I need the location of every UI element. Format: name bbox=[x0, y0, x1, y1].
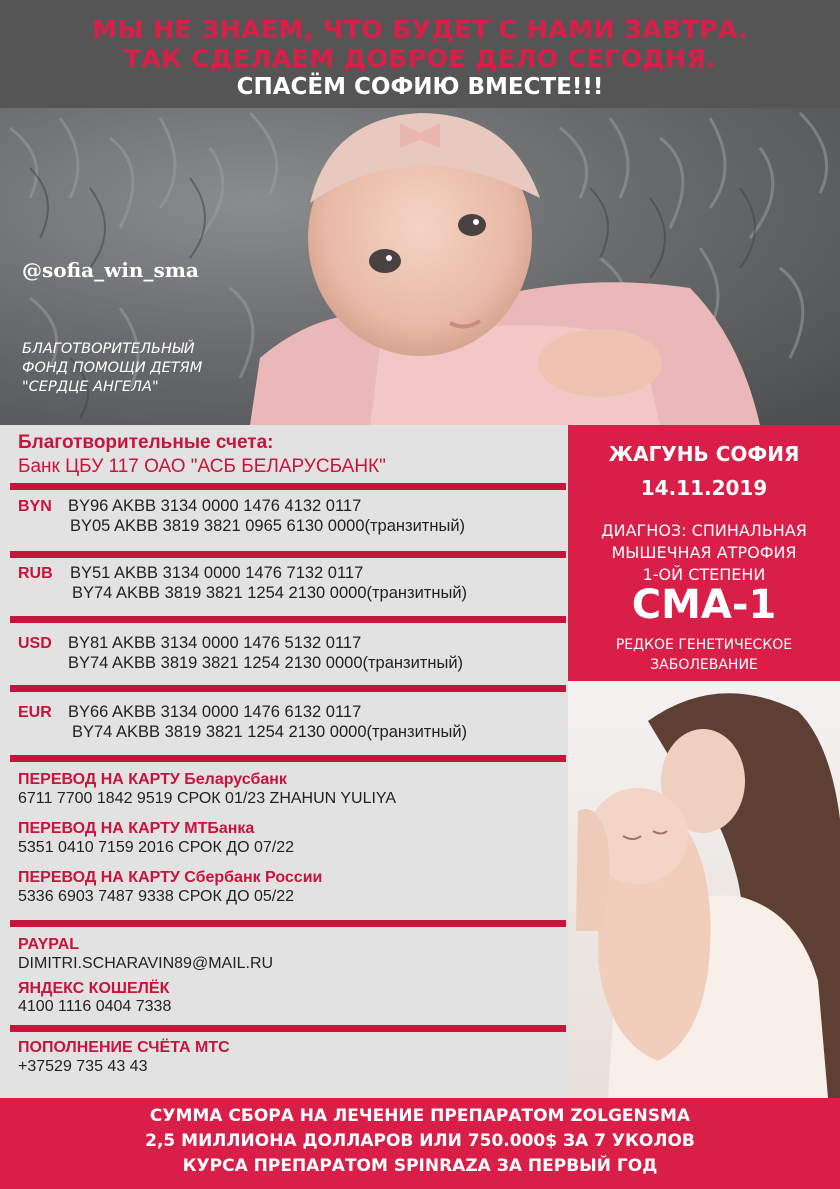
sma-label: СМА-1 bbox=[631, 582, 777, 628]
iban-line: BY66 AKBB 3134 0000 1476 6132 0117 bbox=[68, 703, 362, 721]
yandex-wallet-number: 4100 1116 0404 7338 bbox=[18, 998, 172, 1015]
iban-line: BY96 AKBB 3134 0000 1476 4132 0117 bbox=[68, 497, 362, 515]
card-transfer-value: 6711 7700 1842 9519 СРОК 01/23 ZHAHUN YULIYA bbox=[18, 790, 397, 807]
currency-code: RUB bbox=[18, 565, 53, 582]
footer-line-1: СУММА СБОРА НА ЛЕЧЕНИЕ ПРЕПАРАТОМ ZOLGENSMA bbox=[149, 1106, 691, 1126]
iban-line: BY51 AKBB 3134 0000 1476 7132 0117 bbox=[70, 564, 364, 582]
diagnosis-line-2: МЫШЕЧНАЯ АТРОФИЯ bbox=[611, 543, 797, 562]
rare-disease-line-2: ЗАБОЛЕВАНИЕ bbox=[650, 657, 758, 673]
fund-line-2: ФОНД ПОМОЩИ ДЕТЯМ bbox=[22, 360, 203, 376]
iban-line: BY74 AKBB 3819 3821 1254 2130 0000(транзитный) bbox=[72, 584, 468, 602]
footer-line-2: 2,5 МИЛЛИОНА ДОЛЛАРОВ ИЛИ 750.000$ ЗА 7 УКОЛОВ bbox=[145, 1131, 695, 1151]
header-line-3: СПАСЁМ СОФИЮ ВМЕСТЕ!!! bbox=[236, 74, 604, 100]
iban-line: BY05 AKBB 3819 3821 0965 6130 0000(транзитный) bbox=[70, 517, 466, 535]
card-transfer-title: ПЕРЕВОД НА КАРТУ Сбербанк России bbox=[18, 869, 323, 886]
currency-code: BYN bbox=[18, 498, 52, 515]
card-transfer-value: 5351 0410 7159 2016 СРОК ДО 07/22 bbox=[18, 839, 295, 856]
diagnosis-line-3: 1-ОЙ СТЕПЕНИ bbox=[642, 565, 766, 584]
mts-phone: +37529 735 43 43 bbox=[18, 1058, 148, 1075]
accounts-title: Благотворительные счета: bbox=[18, 432, 274, 453]
header-line-1: МЫ НЕ ЗНАЕМ, ЧТО БУДЕТ С НАМИ ЗАВТРА. bbox=[92, 15, 748, 44]
divider bbox=[10, 920, 566, 927]
paypal-title: PAYPAL bbox=[18, 936, 80, 953]
card-transfer-value: 5336 6903 7487 9338 СРОК ДО 05/22 bbox=[18, 888, 295, 905]
currency-code: EUR bbox=[18, 704, 52, 721]
currency-block-rub bbox=[0, 562, 568, 618]
iban-line: BY81 AKBB 3134 0000 1476 5132 0117 bbox=[68, 634, 362, 652]
divider bbox=[10, 685, 566, 692]
mother-photo bbox=[568, 681, 840, 1098]
bank-name: Банк ЦБУ 117 ОАО "АСБ БЕЛАРУСБАНК" bbox=[18, 456, 386, 477]
divider bbox=[10, 616, 566, 623]
divider bbox=[10, 755, 566, 762]
yandex-wallet-title: ЯНДЕКС КОШЕЛЁК bbox=[18, 980, 170, 997]
fund-line-3: "СЕРДЦЕ АНГЕЛА" bbox=[22, 379, 159, 395]
currency-block-usd bbox=[0, 632, 568, 688]
currency-code: USD bbox=[18, 635, 52, 652]
footer-line-3: КУРСА ПРЕПАРАТОМ SPINRAZA ЗА ПЕРВЫЙ ГОД bbox=[182, 1156, 658, 1176]
header-banner bbox=[0, 0, 840, 108]
rare-disease-line-1: РЕДКОЕ ГЕНЕТИЧЕСКОЕ bbox=[615, 637, 793, 653]
fund-caption bbox=[22, 340, 262, 397]
donation-details-panel bbox=[0, 425, 568, 1098]
card-transfer-title: ПЕРЕВОД НА КАРТУ МТБанка bbox=[18, 820, 255, 837]
footer-banner bbox=[0, 1098, 840, 1189]
card-transfer-title: ПЕРЕВОД НА КАРТУ Беларусбанк bbox=[18, 771, 287, 788]
divider bbox=[10, 551, 566, 558]
currency-block-eur bbox=[0, 701, 568, 757]
patient-card bbox=[568, 425, 840, 681]
header-line-2: ТАК СДЕЛАЕМ ДОБРОЕ ДЕЛО СЕГОДНЯ. bbox=[123, 44, 717, 73]
mts-title: ПОПОЛНЕНИЕ СЧЁТА МТС bbox=[18, 1039, 230, 1056]
birth-date: 14.11.2019 bbox=[640, 476, 768, 500]
iban-line: BY74 AKBB 3819 3821 1254 2130 0000(транзитный) bbox=[68, 654, 464, 672]
diagnosis-line-1: ДИАГНОЗ: СПИНАЛЬНАЯ bbox=[601, 521, 807, 540]
currency-block-byn bbox=[0, 495, 568, 551]
divider bbox=[10, 483, 566, 490]
patient-name: ЖАГУНЬ СОФИЯ bbox=[608, 442, 800, 466]
paypal-email[interactable]: DIMITRI.SCHARAVIN89@MAIL.RU bbox=[18, 955, 274, 972]
mother-photo-illustration bbox=[568, 681, 840, 1098]
fund-line-1: БЛАГОТВОРИТЕЛЬНЫЙ bbox=[22, 341, 195, 357]
baby-photo bbox=[0, 108, 840, 425]
divider bbox=[10, 1025, 566, 1032]
instagram-handle: @sofia_win_sma bbox=[22, 258, 199, 282]
iban-line: BY74 AKBB 3819 3821 1254 2130 0000(транзитный) bbox=[72, 723, 468, 741]
